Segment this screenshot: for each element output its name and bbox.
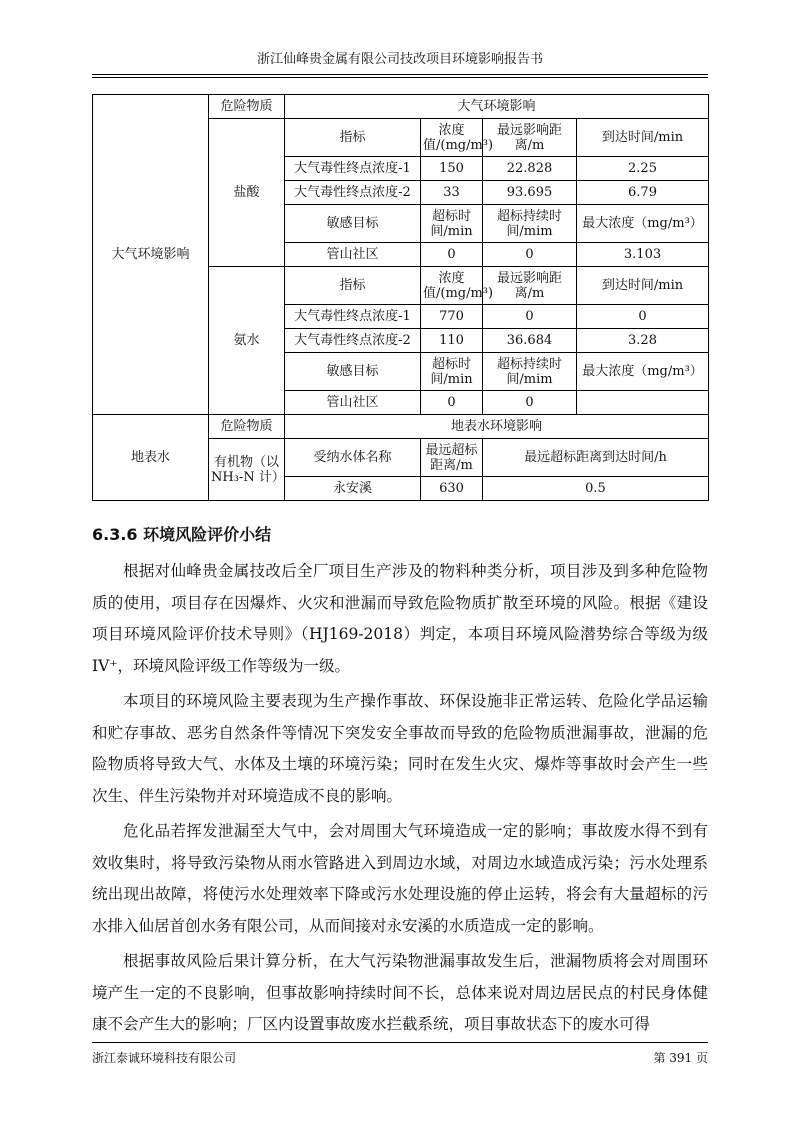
sens-label: 敏感目标 (285, 353, 421, 391)
air-impact-header: 大气环境影响 (285, 95, 709, 119)
col-conc: 浓度值/(mg/m³) (421, 267, 483, 305)
sens-name: 管山社区 (285, 391, 421, 415)
footer-company: 浙江泰诚环境科技有限公司 (92, 1051, 237, 1065)
sens-duration: 0 (483, 243, 577, 267)
cell-time: 6.79 (577, 181, 709, 205)
substance-hcl: 盐酸 (209, 119, 285, 267)
section-title: 6.3.6 环境风险评价小结 (92, 525, 272, 544)
cell-receiver: 永安溪 (285, 477, 421, 501)
table-row (93, 415, 709, 439)
cell-indicator: 大气毒性终点浓度-1 (285, 157, 421, 181)
paragraph: 根据事故风险后果计算分析，在大气污染物泄漏事故发生后，泄漏物质将会对周围环境产生一定的不良影响，但事故影响持续时间不长，总体来说对周边居民点的村民身体健康不会产生大的影响；厂区内设置事故废水拦截系统，项目事故状态下的废水可得 (92, 952, 708, 1033)
section-body (92, 556, 708, 1045)
col-indicator: 指标 (285, 119, 421, 157)
paragraph: 本项目的环境风险主要表现为生产操作事故、环保设施非正常运转、危险化学品运输和贮存事故、恶劣自然条件等情况下突发安全事故而导致的危险物质泄漏事故，泄漏的危险物质将导致大气、水体及土壤的环境污染；同时在发生火灾、爆炸等事故时会产生一些次生、伴生污染物并对环境造成不良的影响。 (92, 692, 708, 805)
cell-time: 3.28 (577, 329, 709, 353)
substance-ammonia: 氨水 (209, 267, 285, 415)
cell-time: 2.25 (577, 157, 709, 181)
cell-conc: 150 (421, 157, 483, 181)
sens-name: 管山社区 (285, 243, 421, 267)
col-dist: 最远影响距离/m (483, 119, 577, 157)
table-row (93, 95, 709, 119)
page-header: 浙江仙峰贵金属有限公司技改项目环境影响报告书 (92, 52, 708, 75)
col-water-time: 最远超标距离到达时间/h (483, 439, 709, 477)
sens-duration-header: 超标持续时间/mim (483, 205, 577, 243)
sens-over-time-header: 超标时间/min (421, 205, 483, 243)
water-substance: 有机物（以NH₃-N 计） (209, 439, 285, 501)
risk-results-table (92, 94, 709, 501)
cell-conc: 770 (421, 305, 483, 329)
sens-max: 3.103 (577, 243, 709, 267)
sens-max (577, 391, 709, 415)
water-impact-header: 地表水环境影响 (285, 415, 709, 439)
sens-over-time: 0 (421, 391, 483, 415)
col-water-dist: 最远超标距离/m (421, 439, 483, 477)
air-impact-label: 大气环境影响 (93, 95, 209, 415)
cell-time: 0 (577, 305, 709, 329)
substance-header: 危险物质 (209, 95, 285, 119)
cell-dist: 93.695 (483, 181, 577, 205)
col-time: 到达时间/min (577, 119, 709, 157)
col-indicator: 指标 (285, 267, 421, 305)
cell-conc: 110 (421, 329, 483, 353)
col-receiver: 受纳水体名称 (285, 439, 421, 477)
paragraph: 根据对仙峰贵金属技改后全厂项目生产涉及的物料种类分析，项目涉及到多种危险物质的使用，项目存在因爆炸、火灾和泄漏而导致危险物质扩散至环境的风险。根据《建设项目环境风险评价技术导则》（HJ169-2018）判定，本项目环境风险潜势综合等级为级 IV⁺，环境风险评级工作等级为一级。 (92, 562, 708, 675)
cell-dist: 22.828 (483, 157, 577, 181)
sens-label: 敏感目标 (285, 205, 421, 243)
cell-conc: 33 (421, 181, 483, 205)
page-footer (92, 1042, 708, 1066)
col-conc: 浓度值/(mg/m³) (421, 119, 483, 157)
cell-dist: 36.684 (483, 329, 577, 353)
col-time: 到达时间/min (577, 267, 709, 305)
sens-max-header: 最大浓度（mg/m³） (577, 205, 709, 243)
page-number: 第 391 页 (653, 1051, 708, 1065)
cell-indicator: 大气毒性终点浓度-2 (285, 329, 421, 353)
cell-indicator: 大气毒性终点浓度-1 (285, 305, 421, 329)
sens-max-header: 最大浓度（mg/m³） (577, 353, 709, 391)
surface-water-label: 地表水 (93, 415, 209, 501)
water-substance-header: 危险物质 (209, 415, 285, 439)
cell-water-time: 0.5 (483, 477, 709, 501)
paragraph: 危化品若挥发泄漏至大气中，会对周围大气环境造成一定的影响；事故废水得不到有效收集时，将导致污染物从雨水管路进入到周边水域，对周边水域造成污染；污水处理系统出现出故障，将使污水处理效率下降或污水处理设施的停止运转，将会有大量超标的污水排入仙居首创水务有限公司，从而间接对永安溪的水质造成一定的影响。 (92, 822, 708, 935)
sens-duration-header: 超标持续时间/mim (483, 353, 577, 391)
sens-over-time: 0 (421, 243, 483, 267)
col-dist: 最远影响距离/m (483, 267, 577, 305)
cell-indicator: 大气毒性终点浓度-2 (285, 181, 421, 205)
sens-over-time-header: 超标时间/min (421, 353, 483, 391)
cell-water-dist: 630 (421, 477, 483, 501)
cell-dist: 0 (483, 305, 577, 329)
sens-duration: 0 (483, 391, 577, 415)
